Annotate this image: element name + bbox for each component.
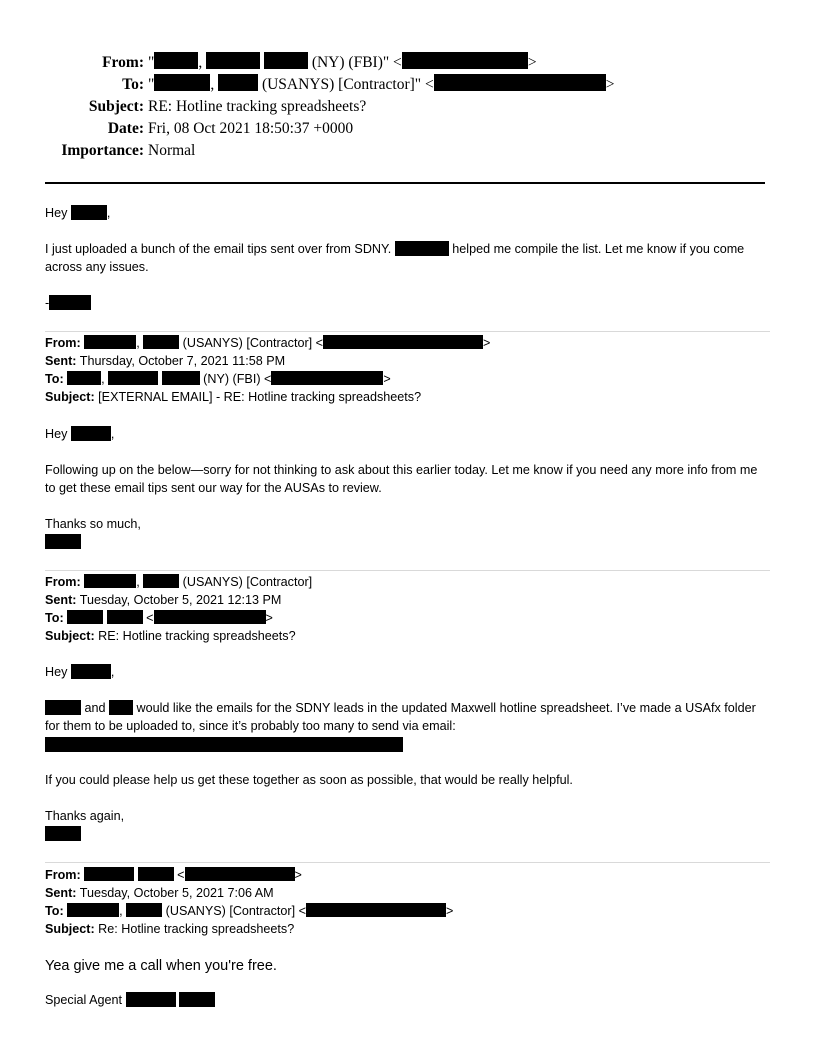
message-paragraph: Yea give me a call when you're free.: [45, 958, 277, 974]
redaction-block: [84, 574, 136, 588]
redaction-block: [264, 52, 308, 69]
redaction-block: [154, 52, 198, 69]
subject-label: Subject:: [88, 98, 144, 115]
redaction-block: [67, 610, 103, 624]
redaction-block: [154, 610, 266, 624]
redaction-block: [49, 295, 91, 310]
importance-value: Normal: [148, 142, 196, 159]
redaction-block: [45, 826, 81, 841]
redaction-block: [109, 700, 133, 715]
redaction-block: [108, 371, 158, 385]
quoted-to: To: < >: [45, 611, 273, 625]
folder-link[interactable]: [45, 736, 767, 755]
quote-separator: [45, 862, 770, 863]
message-paragraph: I just uploaded a bunch of the email tips sent over from SDNY. helped me compile the list. Let me know if you come across any issues.: [45, 241, 745, 274]
header-divider: [45, 182, 765, 184]
redaction-block: [185, 867, 295, 881]
message-paragraph: Following up on the below—sorry for not thinking to ask about this earlier today. Let me know if you need any more info from me to get these email tips sent our way for the AUSAs to review.: [45, 462, 758, 495]
quote-separator: [45, 331, 770, 332]
message-paragraph: and would like the emails for the SDNY leads in the updated Maxwell hotline spreadsheet. I’ve made a USAfx folder for them to be uploaded to, since it’s probably too many to send via email:: [45, 700, 756, 733]
redaction-block: [84, 335, 136, 349]
quoted-body: [45, 425, 767, 552]
quoted-from: From: , (USANYS) [Contractor]: [45, 575, 313, 589]
greeting: Hey ,: [45, 206, 111, 220]
redaction-block: [143, 335, 179, 349]
signature: [45, 533, 767, 552]
quoted-to: To: , (USANYS) [Contractor] < >: [45, 904, 454, 918]
redaction-block: [45, 534, 81, 549]
quoted-sent: Sent: Tuesday, October 5, 2021 12:13 PM: [45, 593, 282, 607]
redaction-block: [126, 992, 176, 1007]
closing: Thanks so much,: [45, 516, 141, 531]
signature: [45, 825, 767, 844]
redaction-block: [306, 903, 446, 917]
quoted-subject: Subject: Re: Hotline tracking spreadsheets?: [45, 922, 295, 936]
signature: Special Agent: [45, 991, 767, 1010]
redaction-block: [126, 903, 162, 917]
redaction-block: [71, 205, 107, 220]
closing: Thanks again,: [45, 808, 125, 823]
to-value: " , (USANYS) [Contractor]" < >: [148, 76, 615, 93]
redaction-block: [271, 371, 383, 385]
date-value: Fri, 08 Oct 2021 18:50:37 +0000: [148, 120, 354, 137]
message-body: [45, 204, 767, 312]
redaction-block: [84, 867, 134, 881]
redaction-block: [45, 700, 81, 715]
redaction-block: [402, 52, 528, 69]
message-paragraph: If you could please help us get these together as soon as possible, that would be really helpful.: [45, 773, 573, 787]
date-label: Date:: [107, 120, 144, 137]
quoted-from: From: , (USANYS) [Contractor] < >: [45, 336, 491, 350]
redaction-block: [45, 737, 403, 752]
redaction-block: [162, 371, 200, 385]
subject-value: RE: Hotline tracking spreadsheets?: [148, 98, 367, 115]
quoted-sent: Sent: Tuesday, October 5, 2021 7:06 AM: [45, 886, 274, 900]
greeting: Hey ,: [45, 427, 115, 441]
from-value: " , (NY) (FBI)" < >: [148, 54, 537, 71]
quoted-sent: Sent: Thursday, October 7, 2021 11:58 PM: [45, 354, 286, 368]
redaction-block: [107, 610, 143, 624]
quoted-from: From: < >: [45, 868, 302, 882]
redaction-block: [434, 74, 606, 91]
redaction-block: [218, 74, 258, 91]
greeting: Hey ,: [45, 665, 115, 679]
redaction-block: [67, 903, 119, 917]
redaction-block: [71, 426, 111, 441]
quoted-subject: Subject: [EXTERNAL EMAIL] - RE: Hotline tracking spreadsheets?: [45, 390, 422, 404]
quote-separator: [45, 570, 770, 571]
redaction-block: [67, 371, 101, 385]
signature: -: [45, 294, 767, 313]
redaction-block: [138, 867, 174, 881]
redaction-block: [71, 664, 111, 679]
quoted-to: To: , (NY) (FBI) < >: [45, 372, 391, 386]
redaction-block: [154, 74, 210, 91]
redaction-block: [395, 241, 449, 256]
quoted-subject: Subject: RE: Hotline tracking spreadsheets?: [45, 629, 296, 643]
to-label: To:: [122, 76, 144, 93]
quoted-body: [45, 663, 767, 844]
redaction-block: [323, 335, 483, 349]
from-label: From:: [102, 54, 144, 71]
redaction-block: [179, 992, 215, 1007]
redaction-block: [206, 52, 260, 69]
importance-label: Importance:: [61, 142, 144, 159]
redaction-block: [143, 574, 179, 588]
